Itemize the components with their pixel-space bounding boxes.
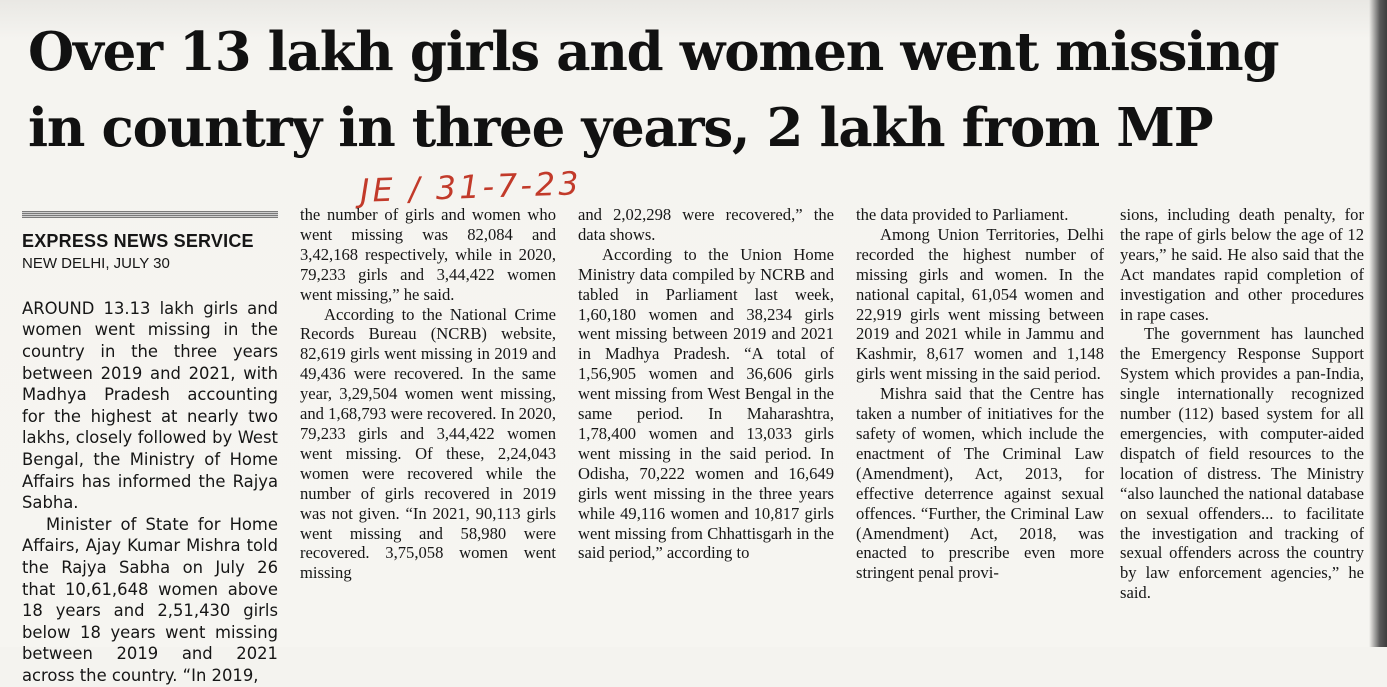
article-paragraph: Mishra said that the Centre has taken a number of initiatives for the safety of women, which include the enactment of The Criminal Law (Amendment), Act, 2013, for effective deterrence against sexual offences. “Further, the Criminal Law (Amendment) Act, 2018, was enacted to prescribe even more stringent penal provi- xyxy=(856,384,1104,583)
headline-line-2: in country in three years, 2 lakh from MP xyxy=(28,97,1213,159)
byline-agency: EXPRESS NEWS SERVICE xyxy=(22,231,254,251)
article-paragraph: sions, including death penalty, for the rape of girls below the age of 12 years,” he said. He also said that the Act mandates rapid completion of investigation and other procedures in rape cases. xyxy=(1120,205,1364,324)
article-paragraph: Among Union Territories, Delhi recorded the highest number of missing girls and women. In the national capital, 61,054 women and 22,919 girls went missing between 2019 and 2021 while in Jammu and Kashmir, 8,617 women and 1,148 girls went missing in the said period. xyxy=(856,224,1104,384)
byline-dateline: NEW DELHI, JULY 30 xyxy=(22,254,170,272)
headline-line-1: Over 13 lakh girls and women went missing xyxy=(28,21,1279,83)
headline xyxy=(28,14,1348,166)
article-column-3 xyxy=(578,205,834,645)
article-paragraph: and 2,02,298 were recovered,” the data shows. xyxy=(578,205,834,244)
scan-edge-shadow xyxy=(1369,0,1387,647)
article-paragraph: the number of girls and women who went missing was 82,084 and 3,42,168 respectively, while in 2020, 79,233 girls and 3,44,422 women went missing,” he said. xyxy=(300,205,556,304)
article-column-2 xyxy=(300,205,556,645)
article-paragraph: The government has launched the Emergency Response Support System which provides a pan-India, single internationally recognized number (112) based system for all emergencies, with computer-aided dispatch of field resources to the location of distress. The Ministry “also launched the national database on sexual offenders... to facilitate the investigation and tracking of sexual offenders across the country by law enforcement agencies,” he said. xyxy=(1120,324,1364,603)
article-paragraph: Minister of State for Home Affairs, Ajay Kumar Mishra told the Rajya Sabha on July 26 that 10,61,648 women above 18 years and 2,51,430 girls below 18 years went missing between 2019 and 2021 across the country. “In 2019, xyxy=(22,514,278,685)
article-paragraph: According to the National Crime Records Bureau (NCRB) website, 82,619 girls went missing in 2019 and 49,436 were recovered. In the same year, 3,29,504 women went missing, and 1,68,793 were recovered. In 2020, 79,233 girls and 3,44,422 women went missing. Of these, 2,24,043 women were recovered while the number of girls recovered in 2019 was not given. “In 2021, 90,113 girls went missing and 58,980 were recovered. 3,75,058 women went missing xyxy=(300,304,556,583)
article-paragraph: According to the Union Home Ministry data compiled by NCRB and tabled in Parliament last week, 1,60,180 women and 38,234 girls went missing between 2019 and 2021 in Madhya Pradesh. “A total of 1,56,905 women and 36,606 girls went missing from West Bengal in the same period. In Maharashtra, 1,78,400 women and 13,033 girls went missing in the said period. In Odisha, 70,222 women and 16,649 girls went missing in the three years while 49,116 women and 10,817 girls went missing from Chhattisgarh in the said period,” according to xyxy=(578,244,834,563)
handwritten-annotation: JE / 31-7-23 xyxy=(359,164,583,210)
article-paragraph: AROUND 13.13 lakh girls and women went missing in the country in the three years between 2019 and 2021, with Madhya Pradesh accounting for the highest at nearly two lakhs, closely followed by West Bengal, the Ministry of Home Affairs has informed the Rajya Sabha. xyxy=(22,298,278,513)
article-paragraph: the data provided to Parliament. xyxy=(856,205,1069,224)
article-column-5 xyxy=(1120,205,1364,645)
article-column-4 xyxy=(856,205,1104,645)
article-column-1 xyxy=(22,205,278,685)
byline-rule xyxy=(22,211,278,218)
